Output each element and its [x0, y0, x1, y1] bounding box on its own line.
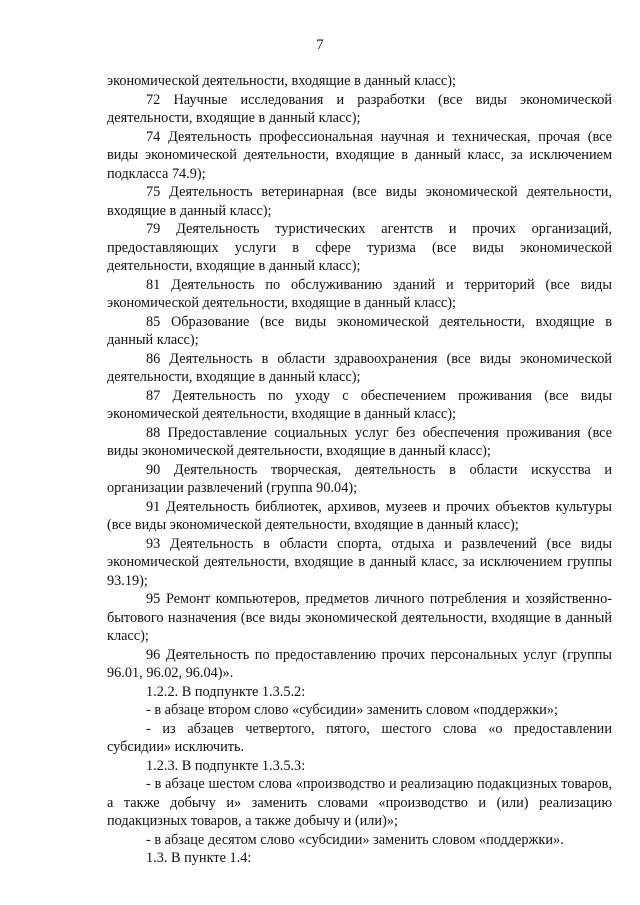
- paragraph-item-91: 91 Деятельность библиотек, архивов, музеев и прочих объектов культуры (все виды экономической деятельности, входящие в данный класс);: [107, 498, 612, 533]
- document-body: [107, 72, 612, 868]
- paragraph-item-95: 95 Ремонт компьютеров, предметов личного потребления и хозяйственно-бытового назначения (все виды экономической деятельности, входящие в данный класс);: [107, 591, 612, 644]
- paragraph-amendment: - в абзаце десятом слово «субсидии» заменить словом «поддержки».: [146, 831, 564, 848]
- paragraph-item-96: 96 Деятельность по предоставлению прочих персональных услуг (группы 96.01, 96.02, 96.04)».: [107, 646, 612, 681]
- paragraph-item-93: 93 Деятельность в области спорта, отдыха и развлечений (все виды экономической деятельности, входящие в данный класс, за исключением группы 93.19);: [107, 535, 612, 589]
- paragraph-amendment: - в абзаце шестом слова «производство и реализацию подакцизных товаров, а также добычу и» заменить словами «производство и (или) реализацию подакцизных товаров, а также добычу и (или)»;: [107, 776, 612, 829]
- paragraph-item-88: 88 Предоставление социальных услуг без обеспечения проживания (все виды экономической деятельности, входящие в данный класс);: [107, 424, 612, 459]
- paragraph-continuation: экономической деятельности, входящие в данный класс);: [107, 73, 457, 89]
- paragraph-subclause-1-2-3: 1.2.3. В подпункте 1.3.5.3:: [146, 757, 306, 774]
- paragraph-clause-1-3: 1.3. В пункте 1.4:: [146, 850, 252, 866]
- paragraph-item-81: 81 Деятельность по обслуживанию зданий и территорий (все виды экономической деятельности, входящие в данный класс);: [107, 276, 612, 311]
- paragraph-item-79: 79 Деятельность туристических агентств и прочих организаций, предоставляющих услуги в сфере туризма (все виды экономической деятельности, входящие в данный класс);: [107, 221, 612, 274]
- paragraph-amendment: - из абзацев четвертого, пятого, шестого слова «о предоставлении субсидии» исключить.: [107, 720, 612, 755]
- paragraph-amendment: - в абзаце втором слово «субсидии» заменить словом «поддержки»;: [146, 702, 558, 718]
- paragraph-item-74: 74 Деятельность профессиональная научная и техническая, прочая (все виды экономической деятельности, входящие в данный класс, за исключением подкласса 74.9);: [107, 128, 612, 182]
- paragraph-item-86: 86 Деятельность в области здравоохранения (все виды экономической деятельности, входящие в данный класс);: [107, 350, 612, 385]
- paragraph-subclause-1-2-2: 1.2.2. В подпункте 1.3.5.2:: [146, 683, 306, 700]
- paragraph-item-90: 90 Деятельность творческая, деятельность в области искусства и организации развлечений (группа 90.04);: [107, 461, 612, 496]
- paragraph-item-72: 72 Научные исследования и разработки (все виды экономической деятельности, входящие в данный класс);: [107, 91, 612, 126]
- paragraph-item-85: 85 Образование (все виды экономической деятельности, входящие в данный класс);: [107, 313, 612, 348]
- page-number: 7: [316, 37, 324, 53]
- paragraph-item-75: 75 Деятельность ветеринарная (все виды экономической деятельности, входящие в данный класс);: [107, 184, 612, 219]
- paragraph-item-87: 87 Деятельность по уходу с обеспечением проживания (все виды экономической деятельности, входящие в данный класс);: [107, 387, 612, 422]
